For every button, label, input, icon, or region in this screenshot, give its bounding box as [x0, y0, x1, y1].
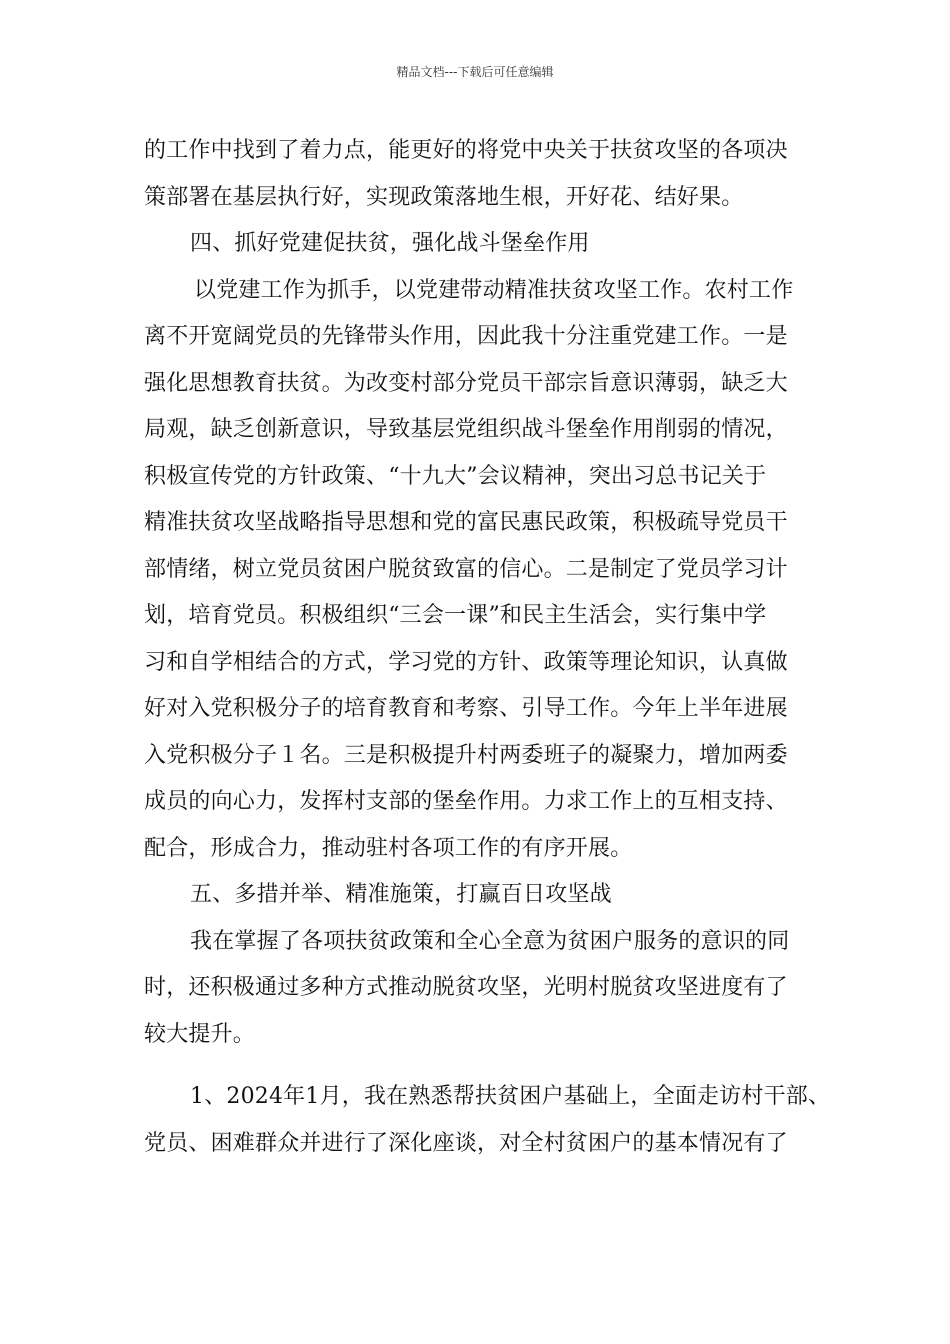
text-line: 精准扶贫攻坚战略指导思想和党的富民惠民政策，积极疏导党员干 — [144, 510, 788, 535]
section-heading: 五、多措并举、精准施策，打赢百日攻坚战 — [190, 882, 612, 907]
page-header: 精品文档---下载后可任意编辑 — [396, 65, 554, 79]
text-line: 强化思想教育扶贫。为改变村部分党员干部宗旨意识薄弱，缺乏大 — [144, 370, 788, 396]
text-line: 我在掌握了各项扶贫政策和全心全意为贫困户服务的意识的同 — [190, 928, 790, 954]
text-line: 积极宣传党的方针政策、“十九大”会议精神，突出习总书记关于 — [144, 463, 767, 489]
text-line: 以党建工作为抓手，以党建带动精准扶贫攻坚工作。农村工作 — [194, 277, 794, 303]
text-line: 好对入党积极分子的培育教育和考察、引导工作。今年上半年进展 — [144, 696, 788, 721]
text-line: 部情绪，树立党员贫困户脱贫致富的信心。二是制定了党员学习计 — [144, 556, 788, 582]
text-line: 划，培育党员。积极组织“三会一课”和民主生活会，实行集中学 — [144, 603, 767, 628]
text-line: 入党积极分子１名。三是积极提升村两委班子的凝聚力，增加两委 — [144, 742, 788, 768]
text-line: 1、2024年1月，我在熟悉帮扶贫困户基础上，全面走访村干部、 — [190, 1084, 831, 1109]
paragraph-gap — [144, 1058, 810, 1074]
text-line: 局观，缺乏创新意识，导致基层党组织战斗堡垒作用削弱的情况， — [144, 417, 788, 442]
text-line: 的工作中找到了着力点，能更好的将党中央关于扶贫攻坚的各项决 — [144, 138, 788, 163]
text-line: 时，还积极通过多种方式推动脱贫攻坚，光明村脱贫攻坚进度有了 — [144, 975, 788, 1000]
text-line: 党员、困难群众并进行了深化座谈，对全村贫困户的基本情况有了 — [144, 1130, 788, 1156]
text-line: 离不开宽阔党员的先锋带头作用，因此我十分注重党建工作。一是 — [144, 324, 788, 349]
text-line: 较大提升。 — [144, 1021, 256, 1047]
text-line: 策部署在基层执行好，实现政策落地生根，开好花、结好果。 — [144, 184, 744, 210]
text-line: 习和自学相结合的方式，学习党的方针、政策等理论知识，认真做 — [144, 649, 788, 675]
text-line: 成员的向心力，发挥村支部的堡垒作用。力求工作上的互相支持、 — [144, 789, 788, 814]
text-line: 配合，形成合力，推动驻村各项工作的有序开展。 — [144, 835, 633, 861]
document-body — [144, 128, 831, 1167]
section-heading: 四、抓好党建促扶贫，强化战斗堡垒作用 — [190, 231, 590, 256]
